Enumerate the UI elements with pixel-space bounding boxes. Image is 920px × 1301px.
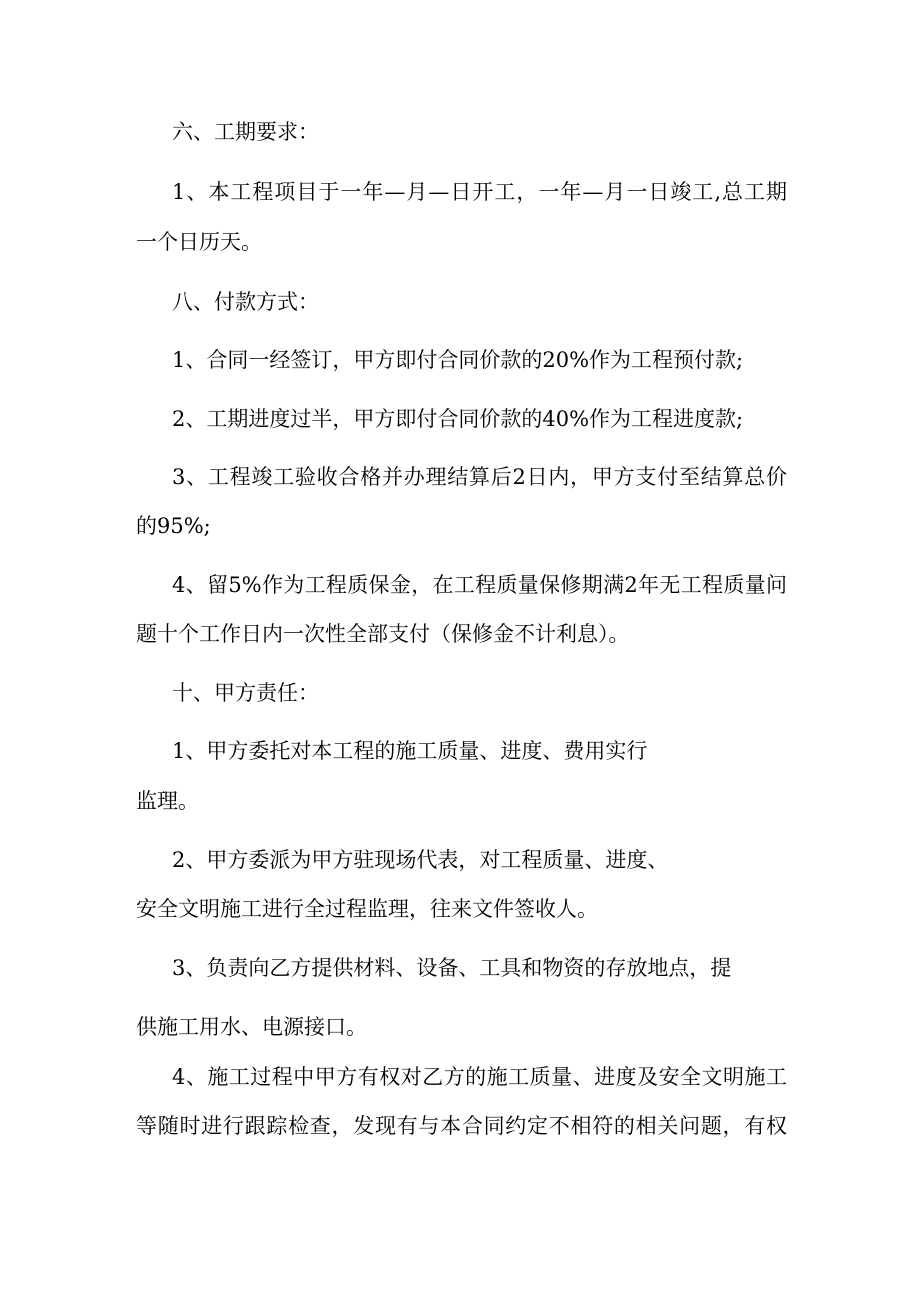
- section-heading-payment: 八、付款方式：: [172, 290, 319, 314]
- paragraph-line: 3、负责向乙方提供材料、设备、工具和物资的存放地点，提: [172, 956, 732, 980]
- paragraph-line: 监理。: [136, 789, 199, 813]
- section-heading-schedule: 六、工期要求：: [172, 120, 319, 144]
- paragraph-line: 3、工程竣工验收合格并办理结算后2日内，甲方支付至结算总价: [172, 465, 787, 489]
- paragraph-line: 供施工用水、电源接口。: [136, 1015, 367, 1039]
- paragraph-line: 1、本工程项目于一年—月—日开工，一年—月一日竣工,总工期: [172, 180, 787, 204]
- paragraph-line: 4、施工过程中甲方有权对乙方的施工质量、进度及安全文明施工: [172, 1065, 787, 1089]
- paragraph-line: 一个日历天。: [136, 230, 262, 254]
- paragraph-line: 1、合同一经签订，甲方即付合同价款的20%作为工程预付款;: [172, 348, 744, 372]
- paragraph-line: 安全文明施工进行全过程监理，往来文件签收人。: [136, 897, 598, 921]
- section-heading-party-a: 十、甲方责任：: [172, 681, 319, 705]
- paragraph-line: 1、甲方委托对本工程的施工质量、进度、费用实行: [172, 739, 648, 763]
- paragraph-line: 4、留5%作为工程质保金，在工程质量保修期满2年无工程质量问: [172, 573, 787, 597]
- paragraph-line: 等随时进行跟踪检查，发现有与本合同约定不相符的相关问题，有权: [136, 1114, 787, 1138]
- paragraph-line: 的95%;: [136, 514, 211, 538]
- paragraph-line: 2、甲方委派为甲方驻现场代表，对工程质量、进度、: [172, 848, 669, 872]
- paragraph-line: 题十个工作日内一次性全部支付（保修金不计利息）。: [136, 622, 630, 646]
- paragraph-line: 2、工期进度过半，甲方即付合同价款的40%作为工程进度款;: [172, 407, 744, 431]
